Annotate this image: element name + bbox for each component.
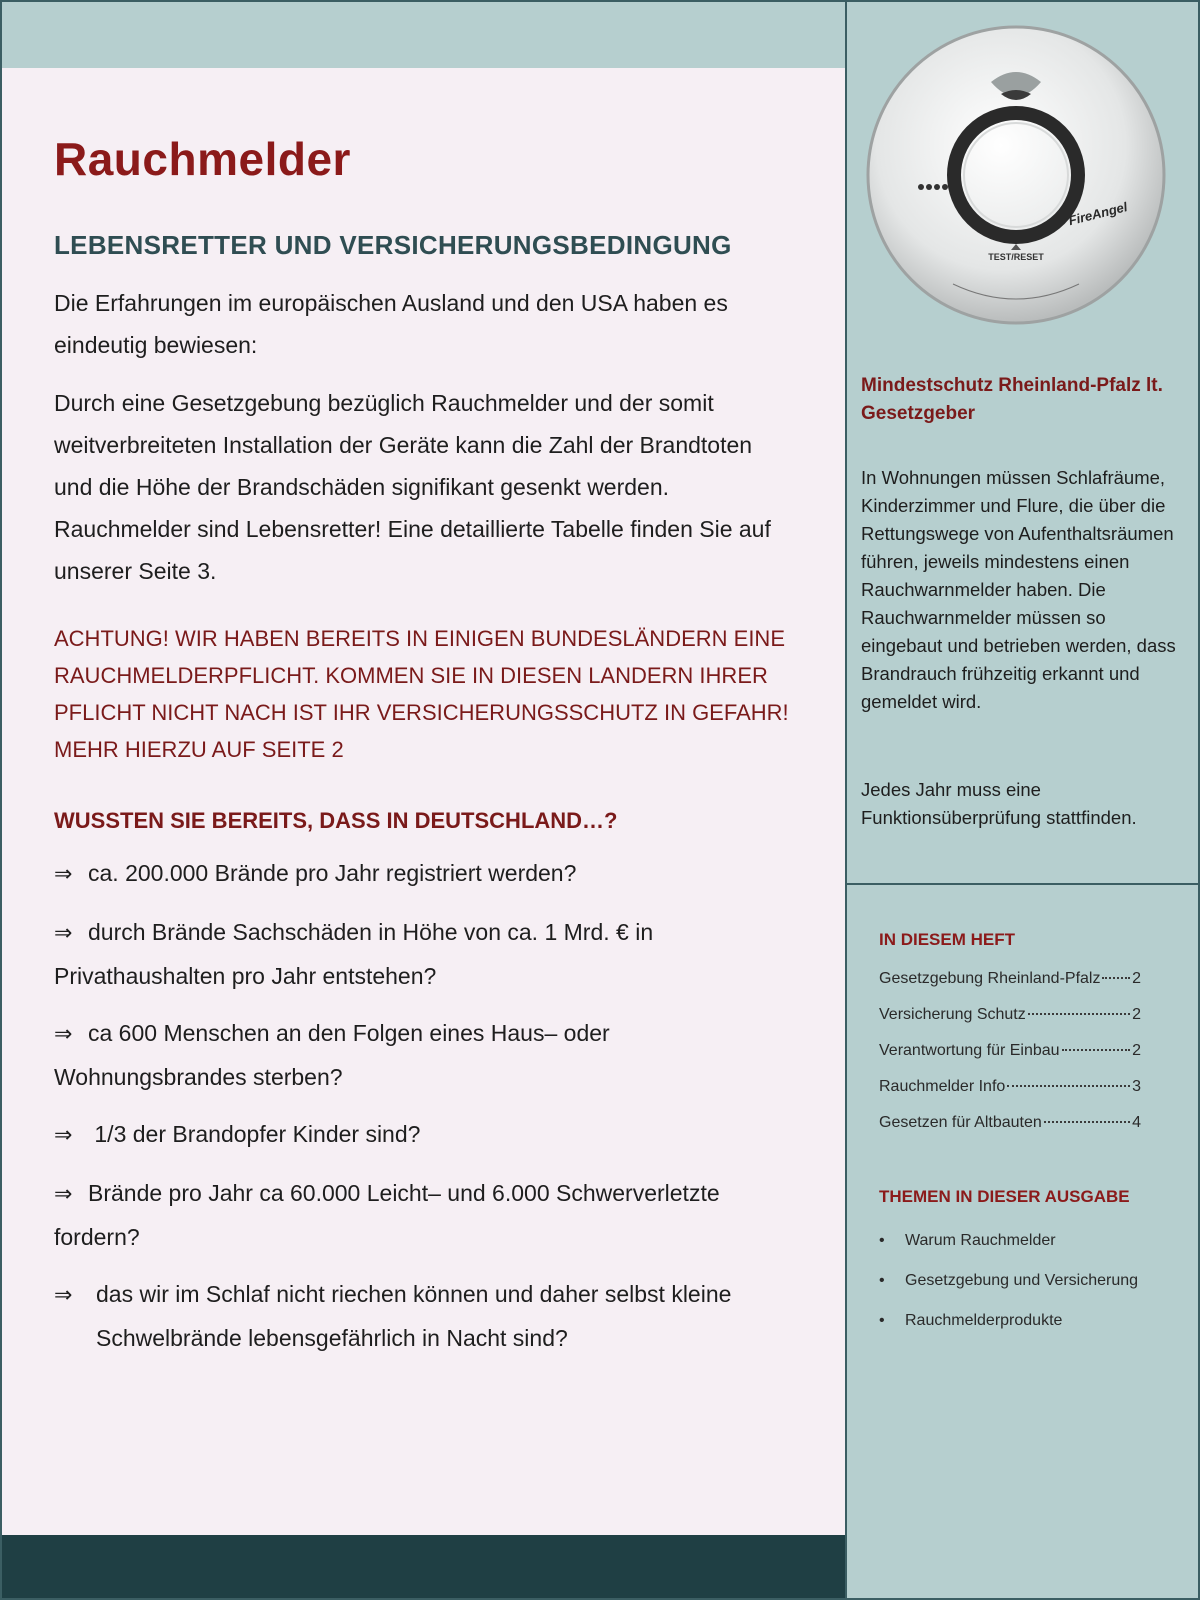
toc-entry[interactable] [879,1114,1141,1150]
facts-list [54,852,799,1374]
toc-leader [1007,1085,1130,1087]
bullet-icon: • [879,1232,885,1249]
fact-text: durch Brände Sachschäden in Höhe von ca. 1 Mrd. € in Privathaushalten pro Jahr entstehen? [54,919,654,989]
facts-heading: WUSSTEN SIE BEREITS, DASS IN DEUTSCHLAND…? [54,808,618,833]
toc-label: Rauchmelder Info [879,1078,1006,1095]
theme-text: Warum Rauchmelder [905,1232,1056,1249]
themes-list [879,1228,1149,1348]
toc-heading: IN DIESEM HEFT [879,930,1016,949]
bullet-icon: • [879,1312,885,1329]
double-arrow-icon: ⇒ [54,1022,73,1047]
toc-entry[interactable] [879,1006,1141,1042]
fact-text: ca 600 Menschen an den Folgen eines Haus– oder Wohnungsbrandes sterben? [54,1020,610,1090]
bullet-icon: • [879,1272,885,1289]
table-of-contents [879,970,1141,1150]
double-arrow-icon: ⇒ [54,921,73,946]
double-arrow-icon: ⇒ [54,862,73,887]
fact-item [54,1012,799,1098]
top-band [2,2,845,68]
toc-label: Gesetzgebung Rheinland-Pfalz [879,970,1101,987]
double-arrow-icon: ⇒ [54,1283,73,1308]
intro-paragraph: Die Erfahrungen im europäischen Ausland und den USA haben es eindeutig bewiesen: [54,290,728,358]
toc-page: 3 [1132,1078,1141,1095]
toc-page: 2 [1132,1006,1141,1023]
sidebar-check-text: Jedes Jahr muss eine Funktionsüberprüfung stattfinden. [861,779,1137,828]
fact-text: das wir im Schlaf nicht riechen können und daher selbst kleine Schwelbrände lebensgefährlich in Nacht sind? [96,1281,732,1351]
theme-item [879,1228,1149,1253]
fact-item [54,911,799,997]
toc-label: Versicherung Schutz [879,1006,1026,1023]
warning-notice: ACHTUNG! WIR HABEN BEREITS IN EINIGEN BUNDESLÄNDERN EINE RAUCHMELDERPFLICHT. KOMMEN SIE IN DIESEN LANDERN IHRER PFLICHT NICHT NACH IST IHR VERSICHERUNGSSCHUTZ IN GEFAHR! MEHR HIERZU AUF SEITE 2 [54,626,789,762]
sidebar-law-text: In Wohnungen müssen Schlafräume, Kinderzimmer und Flure, die über die Rettungswege von Aufenthaltsräumen führen, jeweils mindestens einen Rauchwarnmelder haben. Die Rauchwarnmelder müssen so eingebaut und betrieben werden, dass Brandrauch frühzeitig erkannt und gemeldet wird. [861,467,1176,712]
page-title: Rauchmelder [54,133,351,185]
double-arrow-icon: ⇒ [54,1182,73,1207]
fact-text: ca. 200.000 Brände pro Jahr registriert werden? [88,860,577,886]
page-subtitle: LEBENSRETTER UND VERSICHERUNGSBEDINGUNG [54,230,732,260]
toc-entry[interactable] [879,1078,1141,1114]
toc-leader [1028,1013,1130,1015]
toc-page: 4 [1132,1114,1141,1131]
sidebar-divider [847,883,1200,885]
toc-entry[interactable] [879,970,1141,1006]
toc-label: Verantwortung für Einbau [879,1042,1060,1059]
themes-heading: THEMEN IN DIESER AUSGABE [879,1187,1130,1206]
toc-page: 2 [1132,1042,1141,1059]
fact-text: 1/3 der Brandopfer Kinder sind? [88,1121,421,1147]
fact-item [54,852,799,896]
brand-logo: FireAngel [1067,199,1129,229]
smoke-detector-image [863,22,1169,328]
double-arrow-icon: ⇒ [54,1123,73,1148]
theme-item [879,1268,1149,1293]
theme-item [879,1308,1149,1333]
body-paragraph: Durch eine Gesetzgebung bezüglich Rauchmelder und der somit weitverbreiteten Installation der Geräte kann die Zahl der Brandtoten und die Höhe der Brandschäden signifikant gesenkt werden. Rauchmelder sind Lebensretter! Eine detaillierte Tabelle finden Sie auf unserer Seite 3. [54,390,771,584]
sidebar-heading: Mindestschutz Rheinland-Pfalz lt. Gesetzgeber [861,375,1163,424]
toc-leader [1102,977,1130,979]
toc-leader [1044,1121,1130,1123]
toc-entry[interactable] [879,1042,1141,1078]
fact-item [54,1273,799,1359]
toc-page: 2 [1132,970,1141,987]
toc-label: Gesetzen für Altbauten [879,1114,1042,1131]
bottom-band [2,1535,845,1600]
fact-item [54,1172,799,1258]
theme-text: Gesetzgebung und Versicherung [905,1272,1139,1289]
test-reset-label: TEST/RESET [988,252,1044,262]
fact-item [54,1113,799,1157]
toc-leader [1062,1049,1131,1051]
sidebar [845,2,1200,1600]
fact-text: Brände pro Jahr ca 60.000 Leicht– und 6.000 Schwerverletzte fordern? [54,1180,720,1250]
theme-text: Rauchmelderprodukte [905,1312,1063,1329]
